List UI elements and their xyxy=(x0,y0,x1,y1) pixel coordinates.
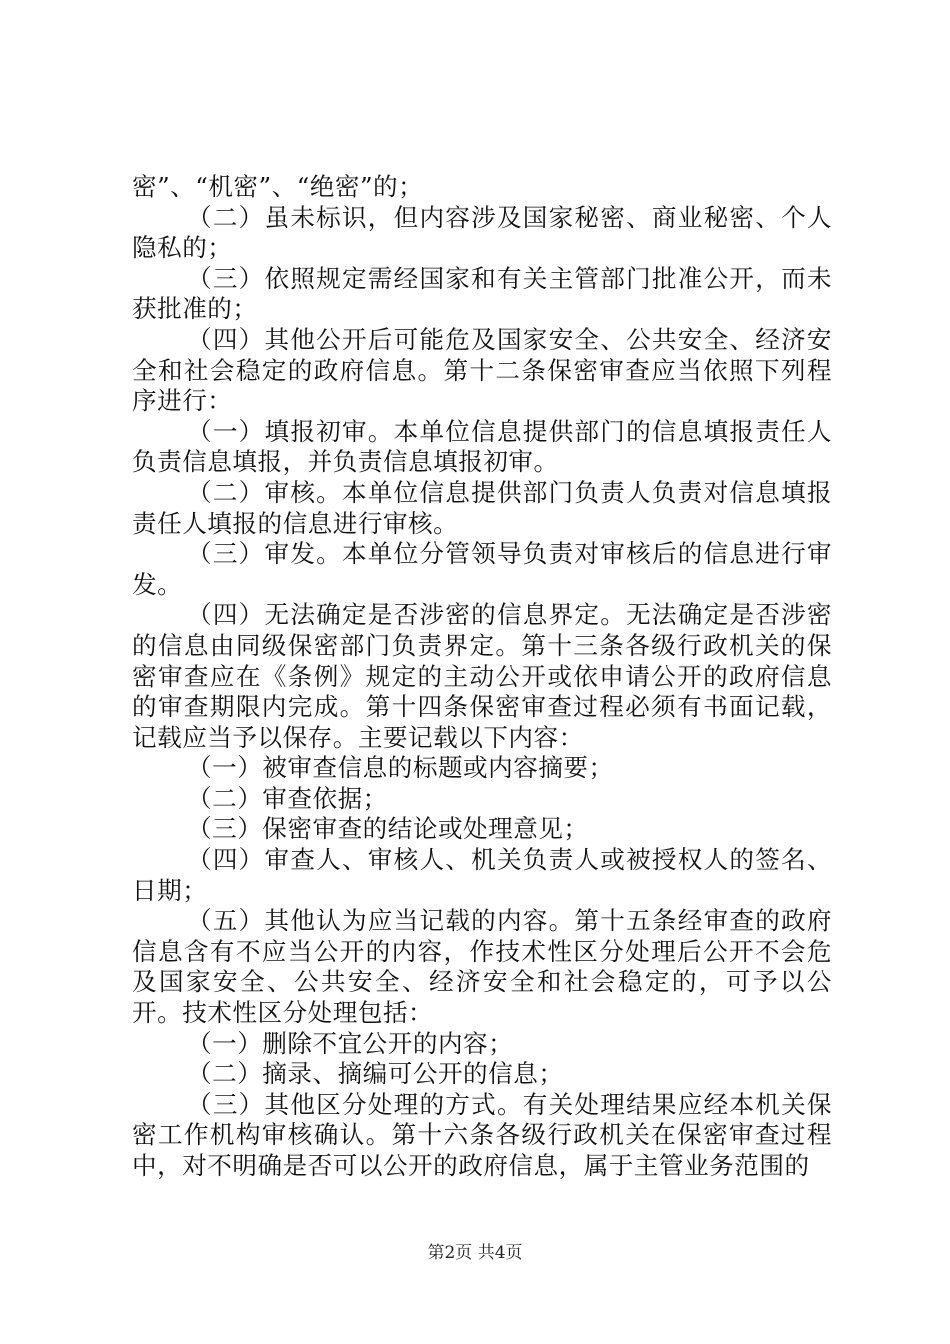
paragraph: （四）无法确定是否涉密的信息界定。无法确定是否涉密的信息由同级保密部门负责界定。第十三条各级行政机关的保密审查应在《条例》规定的主动公开或依申请公开的政府信息的审查期限内完成。第十四条保密审查过程必须有书面记载，记载应当予以保存。主要记载以下内容： xyxy=(132,600,832,752)
paragraph: （二）审查依据； xyxy=(187,783,388,813)
paragraph: （三）依照规定需经国家和有关主管部门批准公开，而未获批准的； xyxy=(132,263,832,324)
paragraph: （二）摘录、摘编可公开的信息； xyxy=(187,1059,564,1089)
paragraph: （三）保密审查的结论或处理意见； xyxy=(187,814,589,844)
paragraph: （一）填报初审。本单位信息提供部门的信息填报责任人负责信息填报，并负责信息填报初审。 xyxy=(132,416,832,477)
paragraph: （四）其他公开后可能危及国家安全、公共安全、经济安全和社会稳定的政府信息。第十二条保密审查应当依照下列程序进行： xyxy=(132,324,832,416)
paragraph: （四）审查人、审核人、机关负责人或被授权人的签名、日期； xyxy=(132,845,832,905)
document-body xyxy=(132,172,832,1182)
paragraph: （一）被审查信息的标题或内容摘要； xyxy=(187,753,614,783)
paragraph: （三）其他区分处理的方式。有关处理结果应经本机关保密工作机构审核确认。第十六条各级行政机关在保密审查过程中，对不明确是否可以公开的政府信息，属于主管业务范围的 xyxy=(132,1089,832,1180)
paragraph: （一）删除不宜公开的内容； xyxy=(187,1028,514,1058)
paragraph: （三）审发。本单位分管领导负责对审核后的信息进行审发。 xyxy=(132,539,832,599)
paragraph: （二）审核。本单位信息提供部门负责人负责对信息填报责任人填报的信息进行审核。 xyxy=(132,477,832,538)
paragraph-continuation: 密”、“机密”、“绝密”的； xyxy=(132,172,424,201)
paragraph: （二）虽未标识，但内容涉及国家秘密、商业秘密、个人隐私的； xyxy=(132,202,832,263)
paragraph: （五）其他认为应当记载的内容。第十五条经审查的政府信息含有不应当公开的内容，作技术性区分处理后公开不会危及国家安全、公共安全、经济安全和社会稳定的，可予以公开。技术性区分处理包括： xyxy=(132,906,832,1028)
page-footer: 第2页 共4页 xyxy=(427,1243,523,1263)
